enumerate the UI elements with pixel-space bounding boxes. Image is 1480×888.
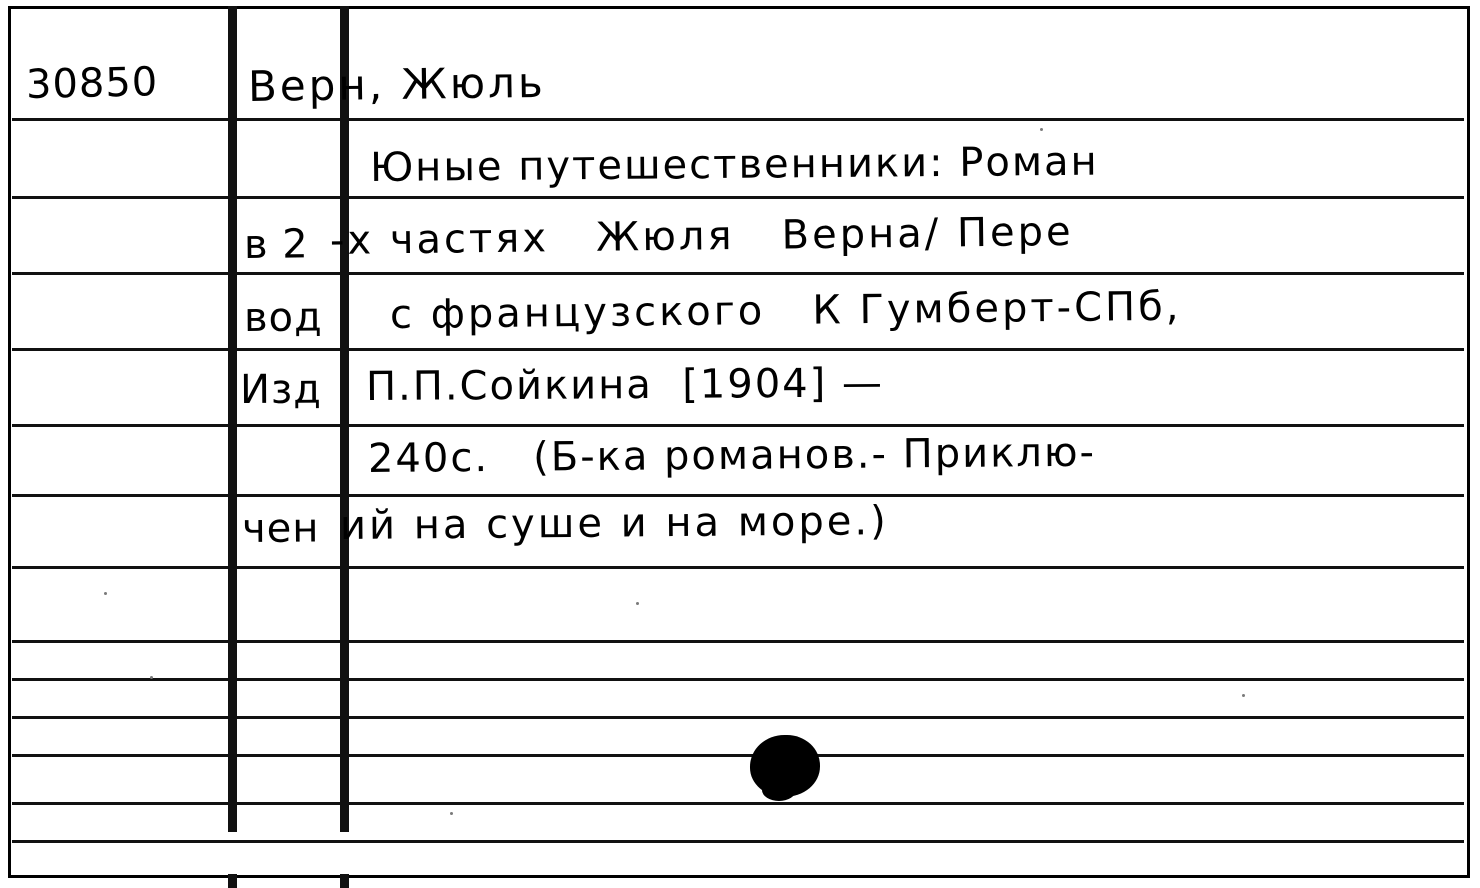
body-line-6-column: чен bbox=[241, 505, 320, 552]
scan-speck bbox=[1242, 694, 1245, 697]
body-line-3: с французского К Гумберт-СПб, bbox=[389, 283, 1182, 338]
body-line-3-column: вод bbox=[243, 294, 323, 341]
scan-speck bbox=[636, 602, 639, 605]
scan-speck bbox=[104, 592, 107, 595]
card-rule bbox=[12, 840, 1464, 843]
body-line-2-column: в 2 bbox=[243, 221, 309, 268]
body-line-1: Юные путешественники: Роман bbox=[369, 138, 1099, 191]
ink-blot bbox=[750, 735, 820, 797]
scan-speck bbox=[1040, 128, 1043, 131]
card-column-divider bbox=[340, 6, 349, 832]
card-column-divider-stub bbox=[228, 874, 237, 888]
scan-speck bbox=[450, 812, 453, 815]
body-line-6: ий на суше и на море.) bbox=[339, 498, 889, 549]
body-line-2: -х частях Жюля Верна/ Пере bbox=[329, 208, 1074, 264]
body-line-4-column: Изд bbox=[239, 366, 322, 413]
shelf-mark: 30850 bbox=[25, 59, 159, 108]
card-column-divider-stub bbox=[340, 874, 349, 888]
card-column-divider bbox=[228, 6, 237, 832]
author-heading: Верн, Жюль bbox=[247, 57, 546, 111]
body-line-5: 240с. (Б-ка романов.- Приклю- bbox=[367, 429, 1097, 482]
scan-speck bbox=[150, 676, 153, 679]
body-line-4: П.П.Сойкина [1904] — bbox=[365, 360, 885, 410]
